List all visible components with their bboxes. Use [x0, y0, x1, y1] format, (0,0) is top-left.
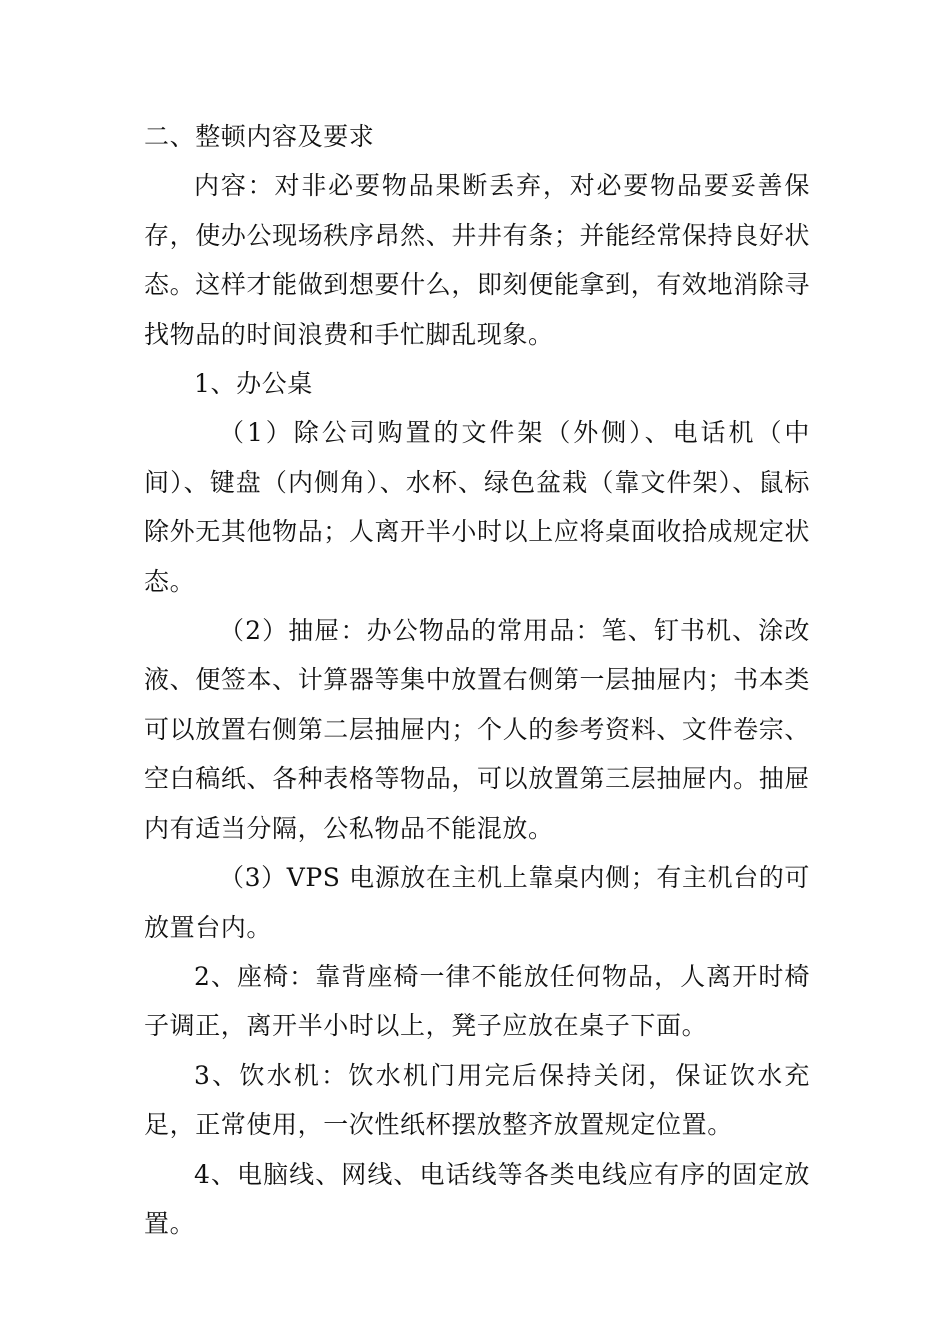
item-cables: 4、电脑线、网线、电话线等各类电线应有序的固定放置。 [144, 1159, 810, 1238]
content-paragraph: 内容：对非必要物品果断丢弃，对必要物品要妥善保存，使办公现场秩序昂然、井井有条；并能经常保持良好状态。这样才能做到想要什么，即刻便能拿到，有效地消除寻找物品的时间浪费和手忙脚乱现象。 [144, 171, 810, 349]
item-desk-heading: 1、办公桌 [194, 369, 313, 399]
item-desk-drawer: （2）抽屉：办公物品的常用品：笔、钉书机、涂改液、便签本、计算器等集中放置右侧第一层抽屉内；书本类可以放置右侧第二层抽屉内；个人的参考资料、文件卷宗、空白稿纸、各种表格等物品，可以放置第三层抽屉内。抽屉内有适当分隔，公私物品不能混放。 [144, 616, 810, 843]
document-body [144, 112, 810, 1248]
item-desk-ups: （3）VPS 电源放在主机上靠桌内侧；有主机台的可放置台内。 [144, 863, 810, 942]
item-chair: 2、座椅：靠背座椅一律不能放任何物品，人离开时椅子调正，离开半小时以上，凳子应放在桌子下面。 [144, 961, 810, 1041]
item-desk-surface: （1）除公司购置的文件架（外侧）、电话机（中间）、键盘（内侧角）、水杯、绿色盆栽（靠文件架）、鼠标除外无其他物品；人离开半小时以上应将桌面收拾成规定状态。 [144, 418, 810, 596]
section-heading: 二、整顿内容及要求 [144, 122, 375, 151]
item-water-dispenser: 3、饮水机：饮水机门用完后保持关闭，保证饮水充足，正常使用，一次性纸杯摆放整齐放置规定位置。 [144, 1060, 810, 1140]
